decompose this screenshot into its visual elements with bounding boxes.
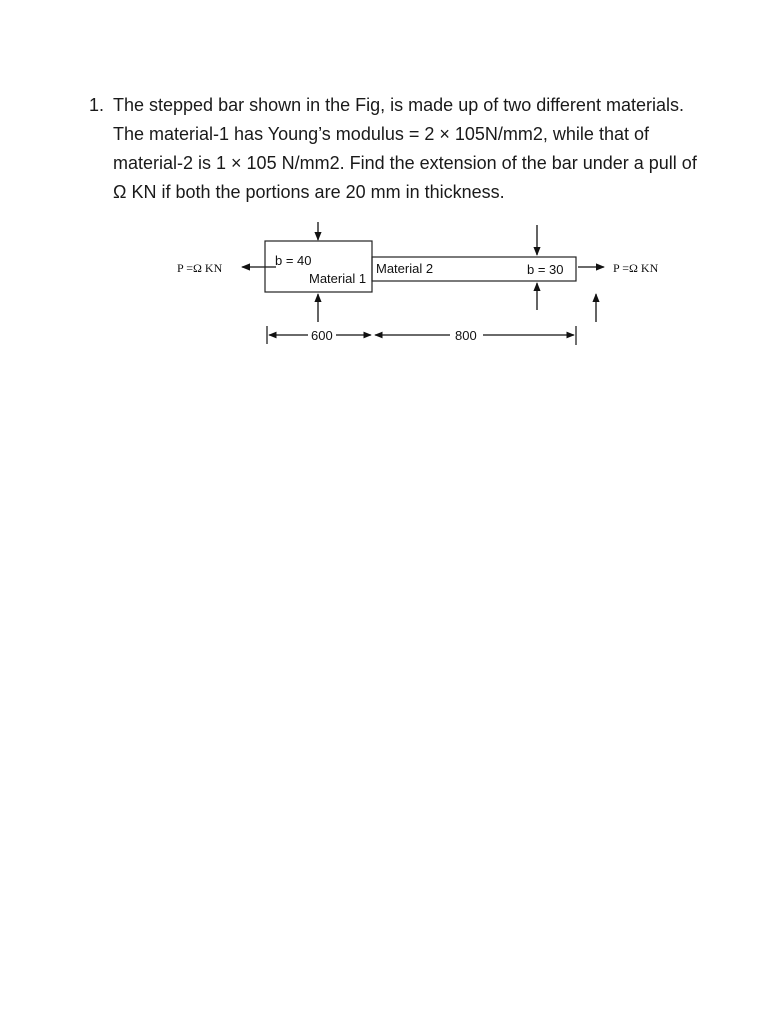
- dimension-600-label: 600: [311, 328, 333, 343]
- stepped-bar-diagram: [168, 222, 708, 352]
- question-number: 1.: [89, 95, 105, 115]
- question-text: The stepped bar shown in the Fig, is made up of two different materials. The material-1 has Young’s modulus = 2 × 105N/mm2, while that of material-2 is 1 × 105 N/mm2. Find the extension of the bar under a pull of Ω KN if both the portions are 20 mm in thickness.: [113, 95, 697, 202]
- stepped-bar-figure: [168, 222, 708, 352]
- right-load-label: P =Ω KN: [613, 261, 659, 275]
- material-2-label: Material 2: [376, 261, 434, 276]
- material-1-width-label: b = 40: [275, 253, 312, 268]
- dimension-800-label: 800: [455, 328, 477, 343]
- left-load-label: P =Ω KN: [177, 261, 223, 275]
- material-1-label: Material 1: [309, 271, 367, 286]
- question-block: [89, 91, 709, 207]
- material-2-width-label: b = 30: [527, 262, 564, 277]
